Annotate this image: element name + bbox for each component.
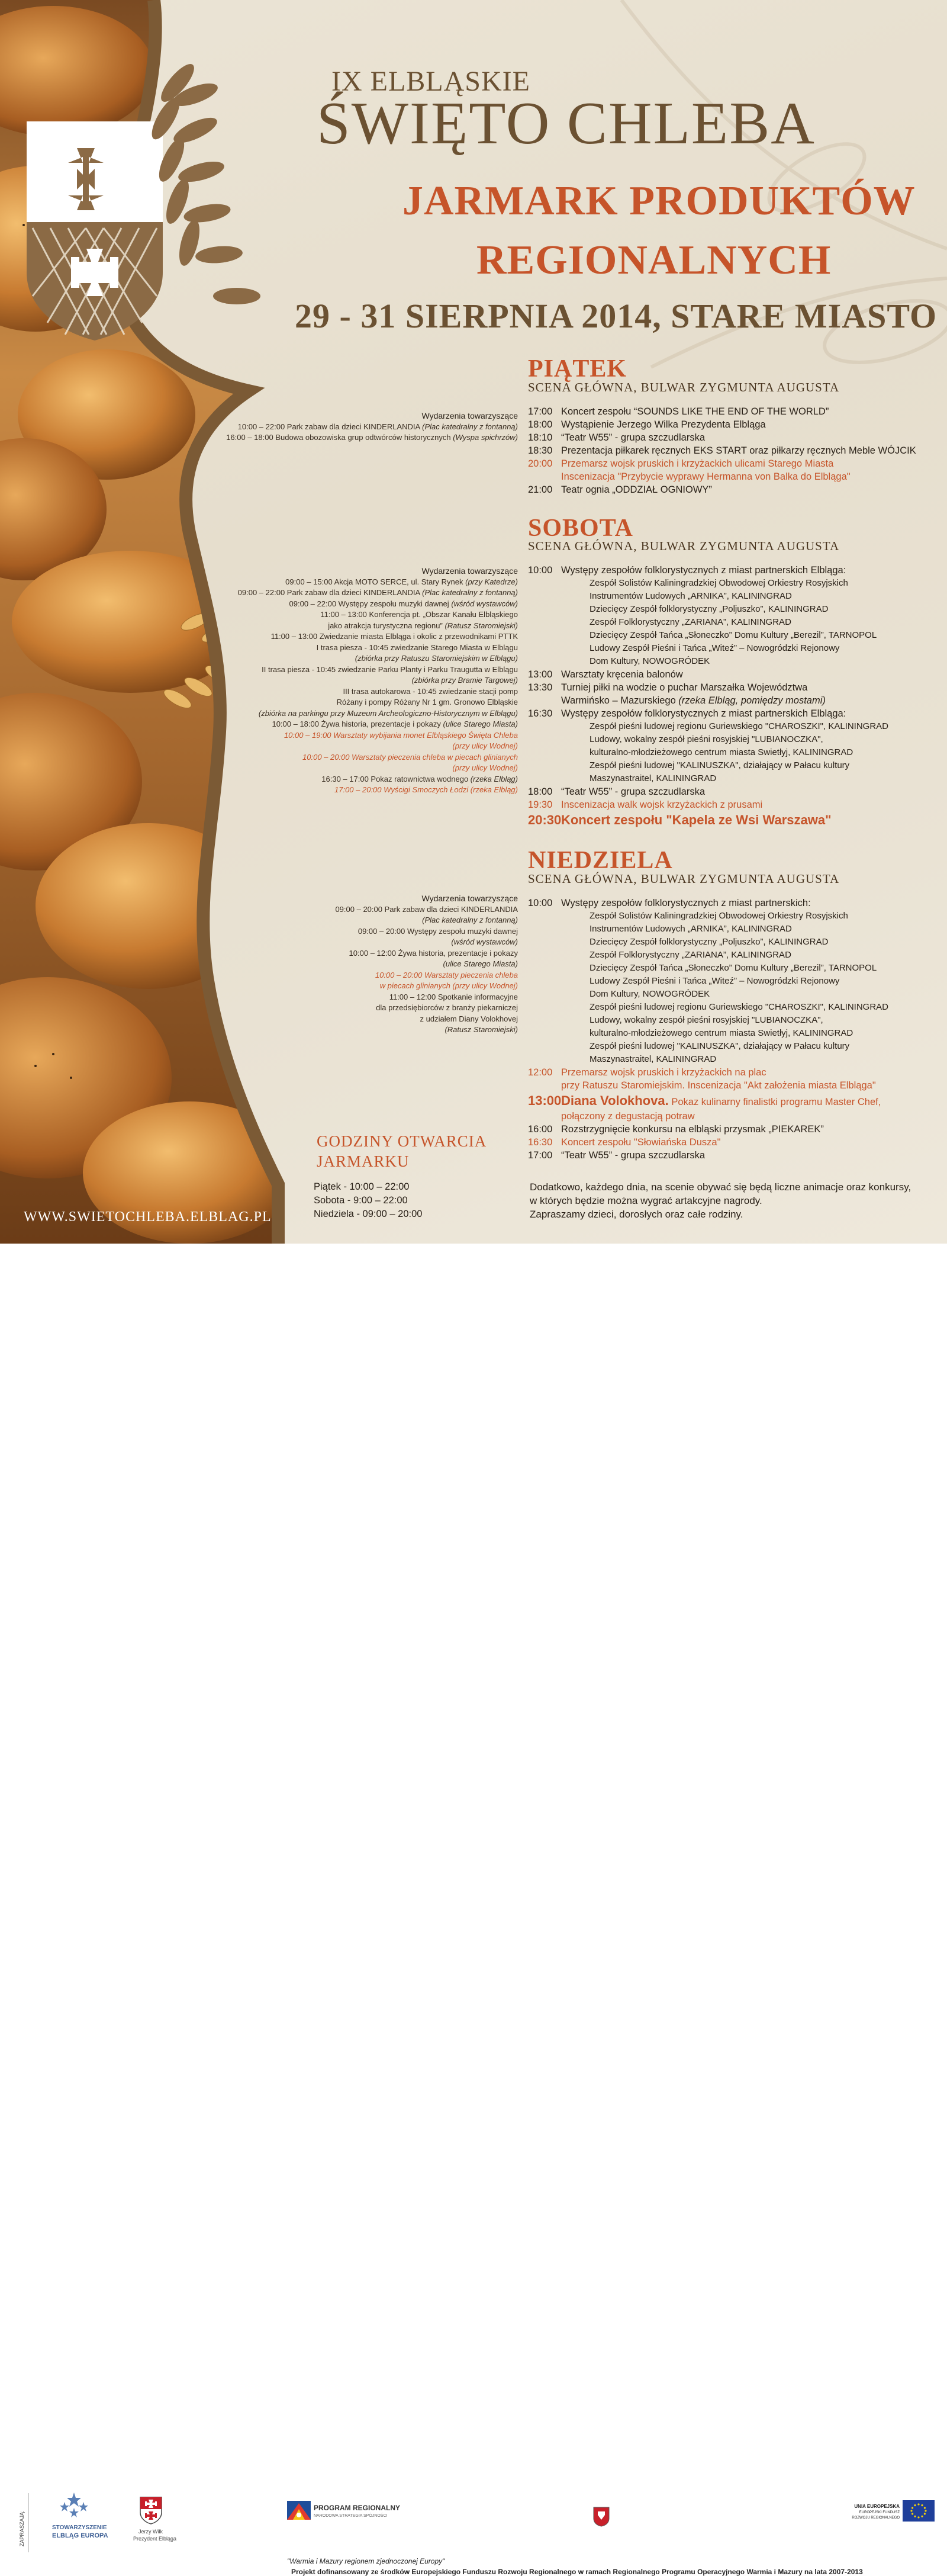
side-event: II trasa piesza - 10:45 zwiedzanie Parku Planty i Parku Traugutta w Elblągu	[262, 664, 518, 674]
stage-saturday: SCENA GŁÓWNA, BULWAR ZYGMUNTA AUGUSTA	[528, 539, 840, 553]
stowarzyszenie-label: STOWARZYSZENIE	[52, 2524, 107, 2531]
side-event: I trasa piesza - 10:45 zwiedzanie Starego Miasta w Elblągu	[316, 643, 518, 652]
side-event: 11:00 – 12:00 Spotkanie informacyjne	[389, 992, 518, 1001]
opening-hours-title: GODZINY OTWARCIA JARMARKU	[317, 1132, 487, 1170]
program-row: 16:30 Koncert zespołu "Słowiańska Dusza"	[528, 1137, 721, 1148]
ue-fund-label: EUROPEJSKI FUNDUSZ	[859, 2511, 900, 2514]
side-event: 10:00 – 19:00 Warsztaty wybijania monet Elbląskiego Święta Chleba	[284, 730, 518, 740]
program-row: Warmińsko – Mazurskiego (rzeka Elbląg, pomiędzy mostami)	[561, 695, 826, 706]
program-row: połączony z degustacją potraw	[561, 1111, 695, 1122]
side-event: 11:00 – 13:00 Zwiedzanie miasta Elbląga i okolic z przewodnikami PTTK	[270, 632, 518, 641]
program-row: 18:00 “Teatr W55” - grupa szczudlarska	[528, 786, 705, 797]
program-regionalny-logo-icon	[287, 2501, 311, 2520]
program-row: Inscenizacja "Przybycie wyprawy Hermanna von Balka do Elbląga"	[561, 471, 851, 482]
stage-friday: SCENA GŁÓWNA, BULWAR ZYGMUNTA AUGUSTA	[528, 380, 840, 394]
side-event: 09:00 – 15:00 Akcja MOTO SERCE, ul. Stary Rynek (przy Katedrze)	[285, 577, 518, 586]
program-row: 12:00 Przemarsz wojsk pruskich i krzyżackich na plac	[528, 1067, 766, 1078]
side-event: 09:00 – 20:00 Występy zespołu muzyki dawnej	[357, 926, 518, 936]
side-event: (wśród wystawców)	[451, 937, 518, 946]
program-row: 19:30 Inscenizacja walk wojsk krzyżackich z prusami	[528, 799, 763, 810]
side-event: 10:00 – 18:00 Żywa historia, prezentacje i pokazy (ulice Starego Miasta)	[272, 720, 518, 728]
warmia-mazury-crest-icon	[593, 2507, 610, 2527]
side-event: 16:00 – 18:00 Budowa obozowiska grup odtwórców historycznych (Wyspa spichrzów)	[226, 433, 518, 442]
funding-note: Projekt dofinansowany ze środków Europejskiego Funduszu Rozwoju Regionalnego w ramach Regionalnego Programu Operacyjnego Warmia i Mazury na lata 2007-2013	[291, 2568, 863, 2576]
side-event: dla przedsiębiorców z branży piekarniczej	[376, 1003, 518, 1012]
side-events-sunday	[186, 893, 518, 1036]
stage-sunday: SCENA GŁÓWNA, BULWAR ZYGMUNTA AUGUSTA	[528, 872, 840, 886]
side-event: 10:00 – 20:00 Warsztaty pieczenia chleba w piecach glinianych	[302, 752, 518, 762]
slogan: "Warmia i Mazury regionem zjednoczonej Europy"	[287, 2557, 445, 2565]
side-event: (zbiórka przy Bramie Targowej)	[411, 676, 518, 685]
side-event: z udziałem Diany Volokhovej	[420, 1014, 518, 1023]
side-event: (Ratusz Staromiejski)	[444, 1025, 518, 1034]
program-row: 16:00 Rozstrzygnięcie konkursu na elbląski przysmak „PIEKAREK”	[528, 1124, 824, 1135]
side-event: 10:00 – 12:00 Żywa historia, prezentacje i pokazy	[349, 948, 518, 958]
eu-flag-icon	[903, 2500, 935, 2522]
program-friday	[528, 405, 942, 496]
footer	[0, 1244, 947, 2576]
program-row-highlight: 20:30 Koncert zespołu "Kapela ze Wsi Warszawa"	[528, 812, 832, 827]
side-events-friday	[186, 410, 518, 444]
program-row: 10:00 Występy zespołów folklorystycznych z miast partnerskich Elbląga:	[528, 565, 846, 576]
invitation-label: ZAPRASZAJĄ:	[19, 2510, 25, 2546]
opening-hours-row: Niedziela - 09:00 – 20:00	[314, 1209, 423, 1219]
side-events-title: Wydarzenia towarzyszące	[421, 566, 518, 576]
side-event: w piecach glinianych (przy ulicy Wodnej)	[379, 981, 518, 990]
stars-logo-icon	[56, 2490, 92, 2523]
program-row: 20:00 Przemarsz wojsk pruskich i krzyżackich ulicami Starego Miasta	[528, 458, 834, 469]
subtitle-line1: JARMARK PRODUKTÓW	[402, 178, 916, 224]
program-row: 13:00 Diana Volokhova. Pokaz kulinarny finalistki programu Master Chef,	[528, 1093, 881, 1108]
program-row: 13:00 Warsztaty kręcenia balonów	[528, 669, 683, 680]
opening-hours-list	[314, 1180, 422, 1221]
program-row: przy Ratuszu Staromiejskim. Inscenizacja "Akt założenia miasta Elbląga"	[561, 1080, 876, 1091]
side-event: 09:00 – 20:00 Park zabaw dla dzieci KINDERLANDIA	[335, 904, 518, 914]
side-events-title: Wydarzenia towarzyszące	[421, 894, 518, 903]
side-event: 10:00 – 20:00 Warsztaty pieczenia chleba	[375, 970, 518, 979]
side-event: (Plac katedralny z fontanną)	[422, 916, 518, 924]
divider	[28, 2493, 29, 2552]
side-events-saturday	[186, 566, 518, 796]
day-title-friday: PIĄTEK	[528, 355, 627, 383]
side-event: 09:00 – 22:00 Park zabaw dla dzieci KINDERLANDIA (Plac katedralny z fontanną)	[237, 588, 518, 597]
program-regionalny-label: PROGRAM REGIONALNY	[314, 2504, 401, 2512]
program-row: 10:00 Występy zespołów folklorystycznych z miast partnerskich:	[528, 898, 811, 908]
program-row: 17:00 Koncert zespołu “SOUNDS LIKE THE END OF THE WORLD”	[528, 406, 829, 417]
side-event: (ulice Starego Miasta)	[443, 959, 518, 968]
subtitle-line2: REGIONALNYCH	[476, 237, 832, 283]
event-edition: IX ELBLĄSKIE	[331, 66, 530, 97]
mayor-name: Jerzy Wilk	[138, 2529, 163, 2535]
day-title-sunday: NIEDZIELA	[528, 847, 673, 874]
website-link[interactable]: WWW.SWIETOCHLEBA.ELBLAG.PL	[24, 1209, 272, 1225]
poster	[0, 0, 947, 1244]
side-event: (przy ulicy Wodnej)	[452, 763, 518, 772]
program-row: 21:00 Teatr ognia „ODDZIAŁ OGNIOWY”	[528, 484, 712, 495]
program-saturday: 10:00 Występy zespołów folklorystycznych z miast partnerskich Elbląga: Zespół Solistów Kaliningradzkiej Obwodowej Orkiestry Rosyjskich Instrumentów Ludowych „ARNIKA”, KALININGRAD Dziecięcy Zespół folklorystyczny „Poljuszko”, KALININGRAD Zespół Folklorystyczny „ZARIANA”, KALININGRAD Dziecięcy Zespół Tańca „Słoneczko” Domu Kultury „Berezil”, TARNOPOL Ludowy Zespół Pieśni i Tańca „Witeź” – Nowogródzki Rejonowy Dom Kultury, NOWOGRÓDEK 13:00 Warsztaty kręcenia balonów 13:30 Turniej piłki na wodzie o puchar Marszałka Województwa Warmińsko – Mazurskiego (rzeka Elbląg, pomiędzy mostami) 16:30 Występy zespołów folklorystycznych z miast partnerskich Elbląga: Zespół pieśni ludowej regionu Guriewskiego "CHAROSZKI", KALININGRAD Ludowy, wokalny zespół pieśni rosyjskiej "LUBIANOCZKA", kulturalno-młodzieżowego centrum miasta Swietłyj, KALININGRAD Zespół pieśni ludowej "KALINUSZKA", działający w Pałacu kultury Maszynastraitel, KALININGRAD 18:00 “Teatr W55” - grupa szczudlarska 19:30 Inscenizacja walk wojsk krzyżackich z prusami 20:30 Koncert zespołu "Kapela ze Wsi Warszawa"	[528, 564, 942, 829]
strategia-label: NARODOWA STRATEGIA SPÓJNOŚCI	[314, 2514, 388, 2518]
event-dates: 29 - 31 SIERPNIA 2014, STARE MIASTO	[295, 297, 938, 335]
elblag-crest-icon	[139, 2496, 163, 2524]
program-row: 18:00 Wystąpienie Jerzego Wilka Prezydenta Elbląga	[528, 419, 766, 430]
side-event: jako atrakcja turystyczna regionu” (Ratusz Staromiejski)	[328, 621, 518, 630]
side-event: 16:30 – 17:00 Pokaz ratownictwa wodnego (rzeka Elbląg)	[321, 774, 518, 783]
side-event: III trasa autokarowa - 10:45 zwiedzanie stacji pomp	[343, 686, 518, 696]
program-row: 16:30 Występy zespołów folklorystycznych z miast partnerskich Elbląga:	[528, 708, 846, 719]
side-event: 17:00 – 20:00 Wyścigi Smoczych Łodzi (rzeka Elbląg)	[334, 785, 518, 794]
side-event: (zbiórka na parkingu przy Muzeum Archeologiczno-Historycznym w Elblągu)	[258, 708, 518, 718]
ue-fund-label-2: ROZWOJU REGIONALNEGO	[852, 2516, 900, 2520]
additional-note: Dodatkowo, każdego dnia, na scenie obywać się będą liczne animacje oraz konkursy, w których będzie można wygrać artakcyjne nagrody. Zapraszamy dzieci, dorosłych oraz całe rodziny.	[530, 1181, 911, 1220]
side-event: 10:00 – 22:00 Park zabaw dla dzieci KINDERLANDIA (Plac katedralny z fontanną)	[237, 422, 518, 431]
mayor-title: Prezydent Elbląga	[133, 2536, 177, 2542]
side-event: 11:00 – 13:00 Konferencja pt. „Obszar Kanału Elbląskiego	[320, 610, 518, 619]
side-event: (zbiórka przy Ratuszu Staromiejskim w Elblągu)	[355, 654, 518, 663]
side-event: (przy ulicy Wodnej)	[452, 741, 518, 750]
side-event: Różany i pompy Różany Nr 1 gm. Gronowo Elbląskie	[336, 698, 518, 706]
day-title-saturday: SOBOTA	[528, 515, 633, 542]
ue-label: UNIA EUROPEJSKA	[854, 2504, 900, 2509]
side-event: 09:00 – 22:00 Występy zespołu muzyki dawnej (wśród wystawców)	[289, 599, 518, 608]
program-row: 18:30 Prezentacja piłkarek ręcznych EKS START oraz piłkarzy ręcznych Meble WÓJCIK	[528, 445, 916, 456]
event-title: ŚWIĘTO CHLEBA	[317, 90, 816, 157]
side-events-title: Wydarzenia towarzyszące	[421, 411, 518, 420]
program-row: 17:00 “Teatr W55” - grupa szczudlarska	[528, 1150, 705, 1161]
elblag-europa-label: ELBLĄG EUROPA	[52, 2532, 108, 2539]
program-row: 18:10 “Teatr W55” - grupa szczudlarska	[528, 432, 705, 443]
opening-hours-row: Piątek - 10:00 – 22:00	[314, 1181, 410, 1192]
program-row: 13:30 Turniej piłki na wodzie o puchar Marszałka Województwa	[528, 682, 808, 693]
opening-hours-row: Sobota - 9:00 – 22:00	[314, 1195, 408, 1206]
program-sunday: 10:00 Występy zespołów folklorystycznych z miast partnerskich: Zespół Solistów Kaliningradzkiej Obwodowej Orkiestry Rosyjskich Instrumentów Ludowych „ARNIKA”, KALININGRAD Dziecięcy Zespół folklorystyczny „Poljuszko”, KALININGRAD Zespół Folklorystyczny „ZARIANA”, KALININGRAD Dziecięcy Zespół Tańca „Słoneczko” Domu Kultury „Berezil”, TARNOPOL Ludowy Zespół Pieśni i Tańca „Witeź” – Nowogródzki Rejonowy Dom Kultury, NOWOGRÓDEK Zespół pieśni ludowej regionu Guriewskiego "CHAROSZKI", KALININGRAD Ludowy, wokalny zespół pieśni rosyjskiej "LUBIANOCZKA", kulturalno-młodzieżowego centrum miasta Swietłyj, KALININGRAD Zespół pieśni ludowej "KALINUSZKA", działający w Pałacu kultury Maszynastraitel, KALININGRAD 12:00 Przemarsz wojsk pruskich i krzyżackich na plac przy Ratuszu Staromiejskim. Inscenizacja "Akt założenia miasta Elbląga" 13:00 Diana Volokhova. Pokaz kulinarny finalistki programu Master Chef, połączony z degustacją potraw 16:00 Rozstrzygnięcie konkursu na elbląski przysmak „PIEKAREK” 16:30 Koncert zespołu "Słowiańska Dusza" 17:00 “Teatr W55” - grupa szczudlarska	[528, 897, 942, 1162]
